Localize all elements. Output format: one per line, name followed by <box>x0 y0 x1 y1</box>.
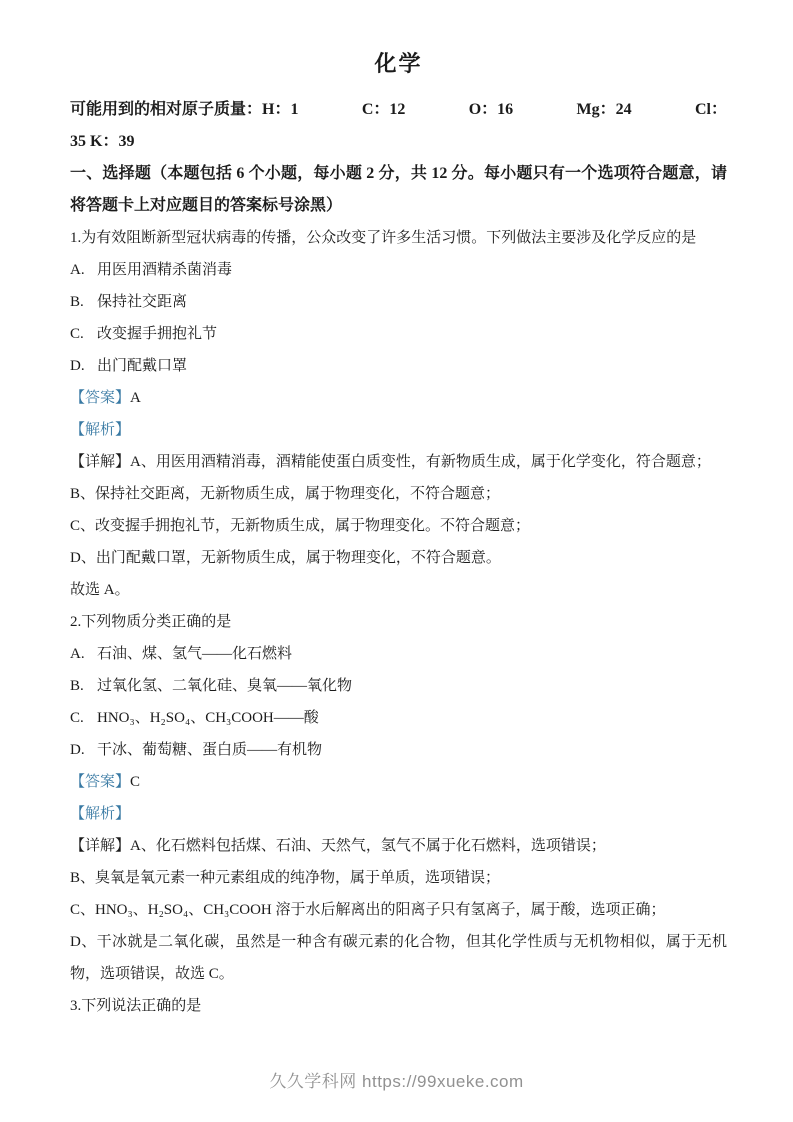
detail-line: D、出门配戴口罩，无新物质生成，属于物理变化，不符合题意。 <box>70 550 501 566</box>
atomic-mass-prefix: 可能用到的相对原子质量：H：1 <box>70 101 299 118</box>
detail-label: 【详解】 <box>70 454 131 470</box>
answer-label: 【答案】 <box>70 774 131 790</box>
detail-line: C、改变握手拥抱礼节，无新物质生成，属于物理变化。不符合题意； <box>70 518 531 534</box>
footer-watermark: 久久学科网 https://99xueke.com <box>269 1072 524 1091</box>
detail-line: B、臭氧是氧元素一种元素组成的纯净物，属于单质，选项错误； <box>70 870 501 886</box>
detail-line: 【详解】A、化石燃料包括煤、石油、天然气，氢气不属于化石燃料，选项错误； <box>70 838 606 854</box>
atomic-mass-item: O：16 <box>468 101 514 118</box>
answer-line <box>70 382 727 414</box>
answer-value: A <box>130 390 141 406</box>
question-stem: 3.下列说法正确的是 <box>70 998 202 1014</box>
question-block-2 <box>70 606 727 990</box>
analysis-line <box>70 798 727 830</box>
option-row: C. HNO₃、H₂SO₄、CH₃COOH——酸 <box>70 710 319 726</box>
detail-line: 【详解】A、用医用酒精消毒，酒精能使蛋白质变性，有新物质生成，属于化学变化，符合题意； <box>70 454 711 470</box>
analysis-label: 【解析】 <box>70 806 131 822</box>
analysis-line <box>70 414 727 446</box>
atomic-mass-item: C：12 <box>361 101 406 118</box>
option-row: D. 干冰、葡萄糖、蛋白质——有机物 <box>70 742 323 758</box>
detail-line: B、保持社交距离，无新物质生成，属于物理变化，不符合题意； <box>70 486 501 502</box>
question-block-3 <box>70 990 727 1022</box>
question-block-1 <box>70 222 727 606</box>
atomic-mass-item: Mg：24 <box>576 101 632 118</box>
option-row: A. 用医用酒精杀菌消毒 <box>70 262 233 278</box>
atomic-mass-overflow: 35 K：39 <box>70 133 135 150</box>
detail-label: 【详解】 <box>70 838 131 854</box>
option-row: B. 保持社交距离 <box>70 294 188 310</box>
option-row: A. 石油、煤、氢气——化石燃料 <box>70 646 293 662</box>
detail-line: C、HNO₃、H₂SO₄、CH₃COOH 溶于水后解离出的阳离子只有氢离子，属于酸，选项正确； <box>70 902 666 918</box>
atomic-mass-item: Cl： <box>694 101 727 118</box>
option-row: B. 过氧化氢、二氧化硅、臭氧——氧化物 <box>70 678 353 694</box>
option-row: C. 改变握手拥抱礼节 <box>70 326 218 342</box>
answer-value: C <box>130 774 141 790</box>
answer-label: 【答案】 <box>70 390 131 406</box>
question-stem: 1.为有效阻断新型冠状病毒的传播，公众改变了许多生活习惯。下列做法主要涉及化学反应的是 <box>70 230 697 246</box>
analysis-label: 【解析】 <box>70 422 131 438</box>
question-stem: 2.下列物质分类正确的是 <box>70 614 232 630</box>
option-row: D. 出门配戴口罩 <box>70 358 188 374</box>
conclusion-line: 故选 A。 <box>70 582 130 598</box>
detail-line: D、干冰就是二氧化碳，虽然是一种含有碳元素的化合物，但其化学性质与无机物相似，属于无机物，选项错误，故选 C。 <box>70 934 727 982</box>
page-title: 化学 <box>374 51 423 76</box>
section-header: 一、选择题（本题包括 6 个小题，每小题 2 分，共 12 分。每小题只有一个选项符合题意，请将答题卡上对应题目的答案标号涂黑） <box>70 165 727 214</box>
atomic-mass-note <box>70 94 727 126</box>
answer-line <box>70 766 727 798</box>
